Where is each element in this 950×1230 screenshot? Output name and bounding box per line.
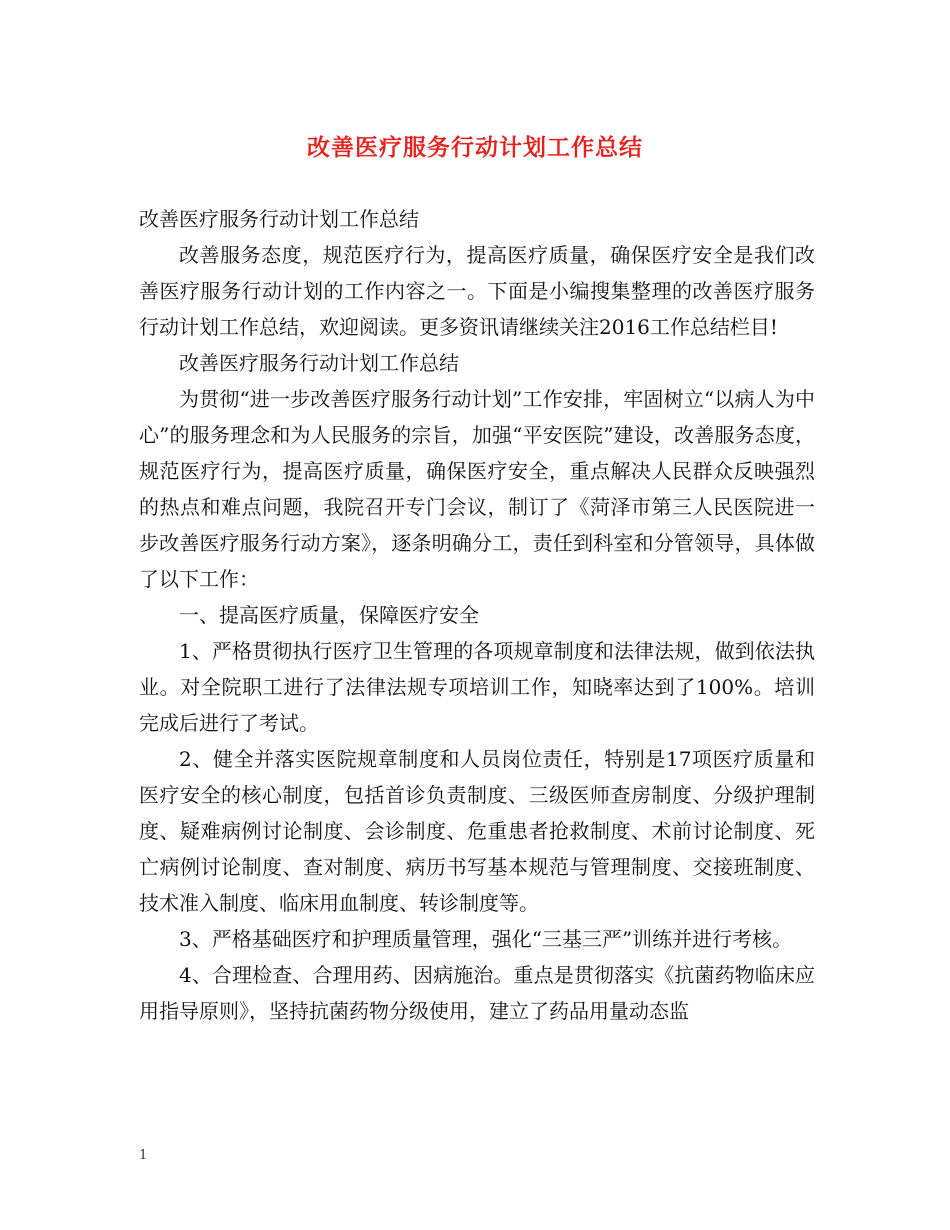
document-body: [139, 201, 815, 1029]
paragraph-item-4: 4、合理检查、合理用药、因病施治。重点是贯彻落实《抗菌药物临床应用指导原则》，坚持抗菌药物分级使用，建立了药品用量动态监: [139, 963, 815, 1023]
paragraph-subtitle: 改善医疗服务行动计划工作总结: [139, 207, 419, 231]
document-title: 改善医疗服务行动计划工作总结: [307, 134, 643, 161]
paragraph-intro: 改善服务态度，规范医疗行为，提高医疗质量，确保医疗安全是我们改善医疗服务行动计划的工作内容之一。下面是小编搜集整理的改善医疗服务行动计划工作总结，欢迎阅读。更多资讯请继续关注2016工作总结栏目!: [139, 243, 815, 339]
section-heading-1: 一、提高医疗质量，保障医疗安全: [179, 603, 479, 627]
paragraph-background: 为贯彻“进一步改善医疗服务行动计划”工作安排，牢固树立“以病人为中心”的服务理念和为人民服务的宗旨，加强“平安医院”建设，改善服务态度，规范医疗行为，提高医疗质量，确保医疗安全，重点解决人民群众反映强烈的热点和难点问题，我院召开专门会议，制订了《菏泽市第三人民医院进一步改善医疗服务行动方案》，逐条明确分工，责任到科室和分管领导，具体做了以下工作：: [139, 387, 815, 591]
paragraph-item-3: 3、严格基础医疗和护理质量管理，强化“三基三严”训练并进行考核。: [179, 927, 793, 951]
paragraph-item-2: 2、健全并落实医院规章制度和人员岗位责任，特别是17项医疗质量和医疗安全的核心制度，包括首诊负责制度、三级医师查房制度、分级护理制度、疑难病例讨论制度、会诊制度、危重患者抢救制度、术前讨论制度、死亡病例讨论制度、查对制度、病历书写基本规范与管理制度、交接班制度、技术准入制度、临床用血制度、转诊制度等。: [139, 747, 815, 915]
paragraph-item-1: 1、严格贯彻执行医疗卫生管理的各项规章制度和法律法规，做到依法执业。对全院职工进行了法律法规专项培训工作，知晓率达到了100%。培训完成后进行了考试。: [139, 639, 815, 735]
paragraph-heading: 改善医疗服务行动计划工作总结: [179, 351, 459, 375]
page-number: 1: [139, 1148, 148, 1163]
